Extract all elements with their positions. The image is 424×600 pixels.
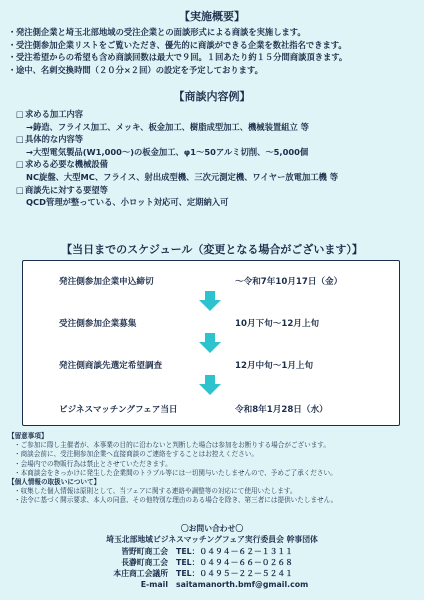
schedule-box	[22, 260, 400, 426]
bullet-dot: ・	[8, 27, 17, 37]
office-tel: TEL：０４９４－６６－０２６８	[176, 557, 293, 567]
office-name: 長瀞町商工会	[121, 557, 168, 567]
details-heading	[16, 158, 420, 171]
contact-office	[0, 557, 424, 568]
schedule-title: 【当日までのスケジュール（変更となる場合がございます）】	[61, 243, 363, 256]
schedule-step-label: ビジネスマッチングフェア当日	[59, 405, 178, 415]
checkbox-icon: □	[16, 109, 24, 119]
details-heading	[16, 184, 420, 197]
details-heading-text: 求める加工内容	[25, 109, 84, 119]
contact-office	[0, 546, 424, 557]
down-arrow-icon	[199, 333, 221, 353]
overview-bullet-text: 発注側企業と埼玉北部地域の受注企業との面談形式による商談を実施します。	[16, 27, 306, 37]
notes	[8, 432, 420, 506]
office-name: 本庄商工会議所	[113, 569, 168, 579]
details-heading-text: 求める必要な機械設備	[25, 159, 108, 170]
details-text: NC旋盤、大型MC、フライス、射出成型機、三次元測定機、ワイヤー放電加工機 等	[26, 171, 339, 182]
contact	[0, 523, 424, 591]
schedule-step-date: 12月中旬～1月上旬	[235, 361, 314, 371]
details-heading	[16, 108, 420, 121]
details-title: 【商談内容例】	[173, 90, 251, 103]
overview-bullet-text: 途中、名刺交換時間（２０分×２回）の設定を予定しております。	[16, 64, 263, 75]
notes-heading: 【留意事項】	[8, 432, 48, 440]
overview-bullet	[8, 26, 420, 39]
contact-org: 埼玉北部地域ビジネスマッチングフェア実行委員会 幹事団体	[106, 535, 318, 545]
notes-line: ・ご参加に際し主催者が、本事業の目的に沿わないと判断した場合は参加をお断りする場合がございます。	[14, 441, 330, 450]
schedule-step-label: 発注側商談先選定希望調査	[59, 361, 163, 371]
email-label: E-mail	[140, 580, 168, 590]
checkbox-icon: □	[16, 159, 24, 170]
overview-bullet	[8, 64, 420, 77]
details-text: →大型電気製品(W1,000～)の板金加工、φ1～50アルミ切削、～5,000個	[26, 146, 309, 157]
notes-line: ・本商談会をきっかけに発生した企業間のトラブル等には一切関与いたしませんので、予めご了承ください。	[14, 468, 337, 477]
details-heading	[16, 133, 420, 146]
office-tel: TEL：０４９５－２２－５２４１	[176, 569, 293, 579]
details-heading-text: 商談先に対する要望等	[25, 184, 108, 195]
overview-bullets	[8, 26, 420, 76]
office-tel: TEL：０４９４－６２－１３１１	[176, 546, 293, 556]
schedule-step-date: 10月下旬～12月上旬	[235, 319, 320, 329]
notes-line: ・会場内での物販行為は禁止とさせていただきます。	[14, 459, 172, 468]
bullet-dot: ・	[8, 39, 17, 50]
details-heading-text: 具体的な内容等	[25, 134, 84, 145]
details-text: QCD管理が整っている、小ロット対応可、定期納入可	[26, 197, 229, 208]
notes-heading: 【個人情報の取扱いについて】	[8, 478, 101, 487]
contact-email-row	[0, 579, 424, 590]
overview-bullet-text: 受注希望からの希望も含め商談回数は最大で９回。１回あたり約１５分間商談頂きます。	[16, 52, 348, 62]
down-arrow-icon	[199, 375, 221, 395]
contact-title: 〇お問い合わせ〇	[180, 524, 244, 533]
overview-title: 【実施概要】	[179, 10, 245, 23]
bullet-dot: ・	[8, 52, 17, 62]
schedule-step-date: 令和8年1月28日（水）	[235, 405, 328, 415]
notes-line: ・商談会前に、受注側参加企業へ直接商談のご連絡をすることはお控えください。	[14, 450, 258, 459]
bullet-dot: ・	[8, 64, 17, 75]
details-text: →鋳造、フライス加工、メッキ、板金加工、樹脂成型加工、機械装置組立 等	[26, 121, 309, 132]
down-arrow-icon	[199, 291, 221, 311]
overview-bullet	[8, 51, 420, 64]
details-list	[16, 108, 420, 209]
schedule-step-date: ～令和7年10月17日（金）	[235, 277, 343, 287]
office-name: 皆野町商工会	[121, 546, 168, 556]
checkbox-icon: □	[16, 184, 24, 195]
overview-bullet-text: 受注側参加企業リストをご覧いただき、優先的に商談ができる企業を数社指名できます。	[16, 39, 347, 50]
email-link[interactable]: saitamanorth.bmf@gmail.com	[176, 580, 309, 590]
schedule-step-label: 受注側参加企業募集	[59, 319, 137, 329]
overview-bullet	[8, 39, 420, 52]
contact-office	[0, 568, 424, 579]
checkbox-icon: □	[16, 134, 24, 145]
schedule-step-label: 発注側参加企業申込締切	[59, 277, 154, 287]
notes-line: ・法令に基づく開示要求、本人の同意、その他特別な理由のある場合を除き、第三者には提供いたしません。	[14, 496, 338, 505]
notes-line: ・収集した個人情報は原則として、当フェアに関する連絡や調整等の対応にて使用いたします。	[14, 487, 297, 496]
